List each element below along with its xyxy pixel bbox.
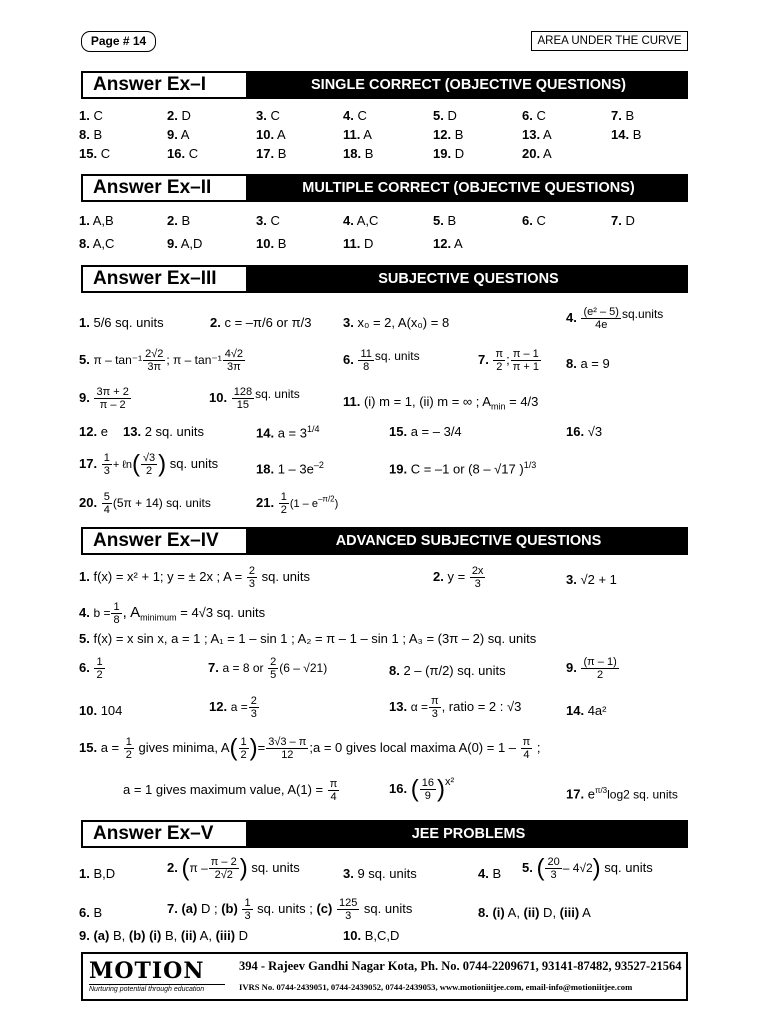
answer-item: 13. A xyxy=(522,127,552,142)
section-label: Answer Ex–II xyxy=(83,176,246,200)
answer-item: 5. B xyxy=(433,213,457,228)
answer-item: 4. b = $\frac{1}{8}$ , $A_{minimum} = 4√3$ sq. units xyxy=(79,601,266,626)
answer-item: 16. ( $\frac{16}{9}$ )$^{x^2}$ xyxy=(389,775,455,803)
answer-item: 9. $\frac{(\pi - 1)}{2}$ xyxy=(566,656,617,681)
answer-item: 3. 9 sq. units xyxy=(343,866,417,881)
section-label: Answer Ex–IV xyxy=(83,529,246,553)
answer-item: 17. $\frac{1}{3}$ + ℓn( $\frac{√3}{2}$ ) sq. units xyxy=(79,450,219,478)
answer-item: 6. B xyxy=(79,905,103,920)
footer xyxy=(81,952,688,1001)
answer-item: 2. D xyxy=(167,108,191,123)
answer-item: 8. (i) A, (ii) D, (iii) A xyxy=(478,905,591,920)
answer-item: 4. A,C xyxy=(343,213,379,228)
answer-item: 6. C xyxy=(522,108,546,123)
answer-item: 6. $\frac{1}{2}$ xyxy=(79,656,103,681)
answer-item: 1. C xyxy=(79,108,103,123)
answer-item: 10. B,C,D xyxy=(343,928,400,943)
answer-item: 4. C xyxy=(343,108,367,123)
answer-item: 10. A xyxy=(256,127,286,142)
answer-item: 14. $a = 3^{1/4}$ xyxy=(256,424,320,441)
answer-item: 2. (π – $\frac{\pi - 2}{2√2}$ ) sq. units xyxy=(167,854,300,882)
answer-item: 15. C xyxy=(79,146,111,161)
answer-item: 5. D xyxy=(433,108,457,123)
answer-item: 10. 104 xyxy=(79,703,123,718)
answer-item: 17. $e^{\pi/3}\log 2$ sq. units xyxy=(566,786,678,802)
answer-item: 10. B xyxy=(256,236,287,251)
answer-item: 12. B xyxy=(433,127,464,142)
answer-item: 14. B xyxy=(611,127,642,142)
address-line: 394 - Rajeev Gandhi Nagar Kota, Ph. No. 0744-2209671, 93141-87482, 93527-21564 xyxy=(239,959,682,973)
answer-item: 7. a = 8 or $\frac{2}{5}$ (6 – √21) xyxy=(208,656,328,681)
answer-item: 8. B xyxy=(79,127,103,142)
answer-item: 11. A xyxy=(343,127,372,142)
answer-item: 6. $\frac{11}{8}$ sq. units xyxy=(343,348,420,373)
section-header-ex3 xyxy=(81,265,688,293)
answer-item: a = 1 gives maximum value, A(1) = $\frac{\pi}{4}$ xyxy=(123,778,338,803)
answer-item: 2. y = $\frac{2x}{3}$ xyxy=(433,565,484,590)
answer-item: 3. C xyxy=(256,213,280,228)
answer-item: 19. C = –1 or (8 – √17 )$^{1/3}$ xyxy=(389,460,537,477)
answer-item: 1. A,B xyxy=(79,213,114,228)
answer-item: 1. B,D xyxy=(79,866,116,881)
answer-item: 9. $\frac{3\pi + 2}{\pi - 2}$ xyxy=(79,386,129,411)
answer-item: 17. B xyxy=(256,146,287,161)
section-title: JEE PROBLEMS xyxy=(411,826,526,842)
answer-item: 3. √2 + 1 xyxy=(566,572,617,587)
answer-item: 18. $1 - 3e^{-2}$ xyxy=(256,460,324,477)
answer-item: 5. π – tan⁻¹ $\frac{2√2}{3\pi}$ ; π – tan⁻¹ $\frac{4√2}{3\pi}$ xyxy=(79,348,243,373)
answer-item: 21. $\frac{1}{2}$ $(1 - e^{-\pi/2})$ xyxy=(256,491,339,516)
answer-item: 13. 2 sq. units xyxy=(123,424,204,439)
answer-item: 8. A,C xyxy=(79,236,115,251)
answer-item: 20. $\frac{5}{4}$ (5π + 14) sq. units xyxy=(79,491,211,516)
section-label: Answer Ex–I xyxy=(83,73,246,97)
answer-item: 10. $\frac{128}{15}$ sq. units xyxy=(209,386,300,411)
answer-item: 1. f(x) = x² + 1; y = ± 2x ; A = $\frac{2}{3}$ sq. units xyxy=(79,565,311,590)
answer-item: 20. A xyxy=(522,146,552,161)
answer-item: 7. B xyxy=(611,108,635,123)
section-label: Answer Ex–III xyxy=(83,267,246,291)
answer-item: 9. A,D xyxy=(167,236,203,251)
section-title: SINGLE CORRECT (OBJECTIVE QUESTIONS) xyxy=(311,77,626,93)
answer-item: 12. e xyxy=(79,424,108,439)
answer-item: 12. a = $\frac{2}{3}$ xyxy=(209,695,257,720)
answer-item: 7. (a) D ; (b) $\frac{1}{3}$ sq. units ; (c) $\frac{125}{3}$ sq. units xyxy=(167,897,413,922)
answer-item: 12. A xyxy=(433,236,463,251)
page-number: Page # 14 xyxy=(81,31,156,52)
answer-item: 16. C xyxy=(167,146,199,161)
answer-item: 15. a = $\frac{1}{2}$ gives minima, A( $\frac{1}{2}$ )= $\frac{3√3 - \pi}{12}$ ;a = 0 gives local maxima A(0) = 1 – $\frac{\pi}{4}$ ; xyxy=(79,734,541,762)
section-title: SUBJECTIVE QUESTIONS xyxy=(378,271,559,287)
answer-item: 15. a = – 3/4 xyxy=(389,424,462,439)
chapter-title: AREA UNDER THE CURVE xyxy=(531,31,688,51)
answer-item: 8. 2 – (π/2) sq. units xyxy=(389,663,506,678)
section-title: MULTIPLE CORRECT (OBJECTIVE QUESTIONS) xyxy=(302,180,635,196)
answer-item: 4. B xyxy=(478,866,502,881)
answer-item: 8. a = 9 xyxy=(566,356,610,371)
answer-item: 3. C xyxy=(256,108,280,123)
answer-item: 9. (a) B, (b) (i) B, (ii) A, (iii) D xyxy=(79,928,249,943)
answer-item: 7. $\frac{\pi}{2}$ ; $\frac{\pi - 1}{\pi + 1}$ xyxy=(478,348,539,373)
motion-logo: MOTION Nurturing potential through education xyxy=(89,958,225,996)
answer-item: 9. A xyxy=(167,127,190,142)
answer-item: 2. B xyxy=(167,213,191,228)
section-label: Answer Ex–V xyxy=(83,822,246,846)
answer-item: 5. f(x) = x sin x, a = 1 ; A₁ = 1 – sin 1 ; A₂ = π – 1 – sin 1 ; A₃ = (3π – 2) sq. units xyxy=(79,631,537,646)
section-title: ADVANCED SUBJECTIVE QUESTIONS xyxy=(335,533,602,549)
answer-item: 19. D xyxy=(433,146,465,161)
answer-item: 3. x₀ = 2, A(x₀) = 8 xyxy=(343,315,450,330)
answer-item: 1. 5/6 sq. units xyxy=(79,315,164,330)
answer-item: 16. √3 xyxy=(566,424,603,439)
answer-item: 6. C xyxy=(522,213,546,228)
answer-item: 7. D xyxy=(611,213,635,228)
contact-line: IVRS No. 0744-2439051, 0744-2439052, 0744-2439053, www.motioniitjee.com, email-info@motioniitjee.com xyxy=(239,982,633,992)
section-header-ex2 xyxy=(81,174,688,202)
section-header-ex4 xyxy=(81,527,688,555)
answer-item: 11. D xyxy=(343,236,374,251)
section-header-ex5 xyxy=(81,820,688,848)
section-header-ex1 xyxy=(81,71,688,99)
answer-item: 2. c = –π/6 or π/3 xyxy=(210,315,312,330)
answer-item: 5. ( $\frac{20}{3}$ – 4√2) sq. units xyxy=(522,854,653,882)
answer-item: 4. $\frac{\text{(e² – 5)}}{4e}$ sq.units xyxy=(566,306,664,331)
answer-item: 18. B xyxy=(343,146,374,161)
answer-item: 13. α = $\frac{\pi}{3}$ , ratio = 2 : √3 xyxy=(389,695,522,720)
answer-item: 11. (i) m = 1, (ii) m = ∞ ; $A_{min} = 4/3$ xyxy=(343,394,539,412)
answer-item: 14. 4a² xyxy=(566,703,607,718)
